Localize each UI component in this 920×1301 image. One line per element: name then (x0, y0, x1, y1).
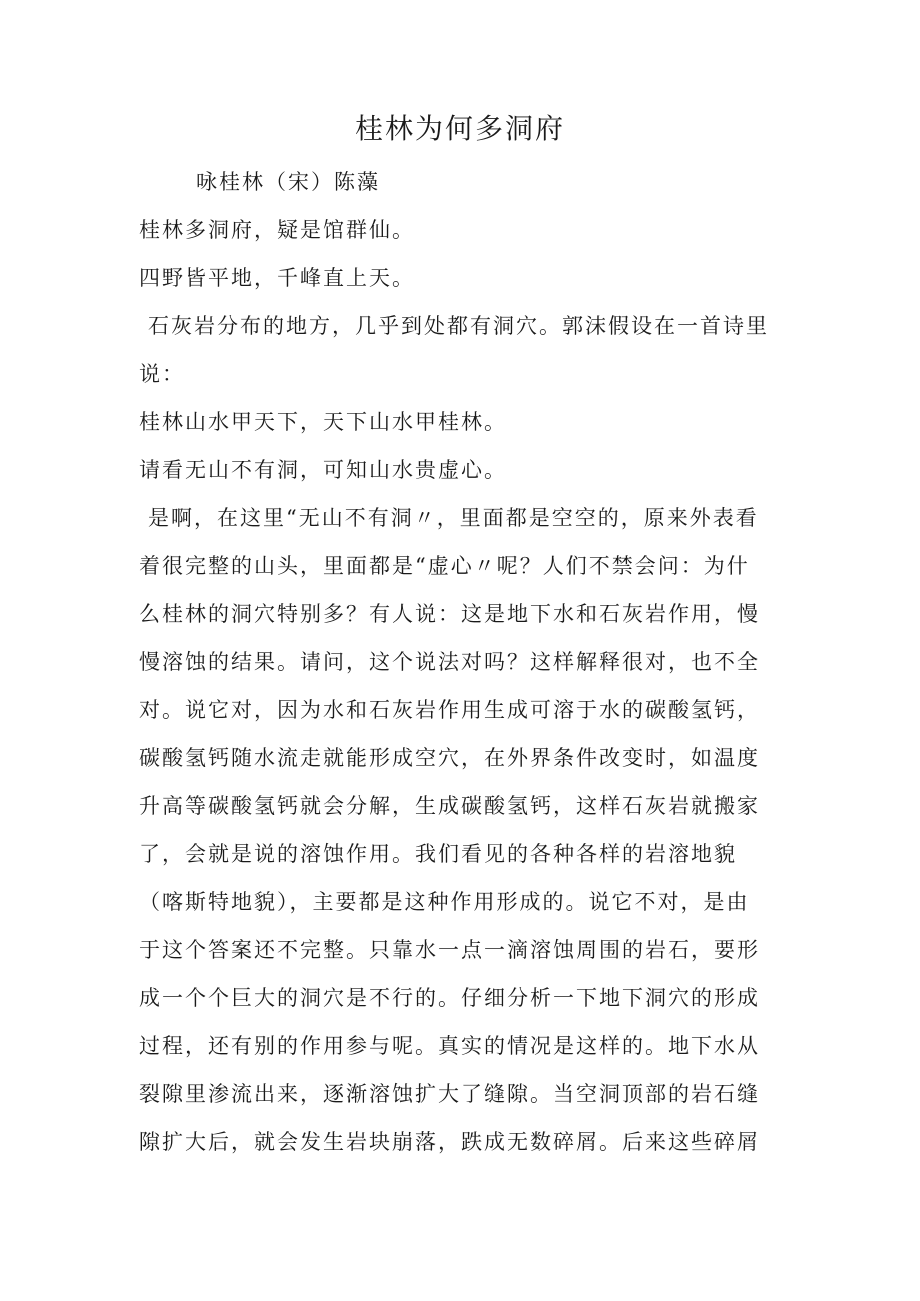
intro-line: 说： (139, 362, 185, 386)
poem-heading: 咏桂林（宋）陈藻 (196, 170, 380, 194)
poem2-line: 请看无山不有洞，可知山水贵虚心。 (139, 458, 507, 482)
body-line: 于这个答案还不完整。只靠水一点一滴溶蚀周围的岩石，要形 (139, 938, 760, 962)
poem1-line: 四野皆平地，千峰直上天。 (139, 266, 415, 290)
body-line: 成一个个巨大的洞穴是不行的。仔细分析一下地下洞穴的形成 (139, 986, 760, 1010)
body-line: 过程，还有别的作用参与呢。真实的情况是这样的。地下水从 (139, 1034, 760, 1058)
poem1-line: 桂林多洞府，疑是馆群仙。 (139, 218, 415, 242)
poem2-line: 桂林山水甲天下，天下山水甲桂林。 (139, 410, 507, 434)
body-line: 是啊，在这里“无山不有洞〃，里面都是空空的，原来外表看 (148, 506, 759, 530)
body-line: 裂隙里渗流出来，逐渐溶蚀扩大了缝隙。当空洞顶部的岩石缝 (139, 1082, 760, 1106)
body-line: 着很完整的山头，里面都是“虚心〃呢？人们不禁会问：为什 (139, 554, 750, 578)
intro-line: 石灰岩分布的地方，几乎到处都有洞穴。郭沫假设在一首诗里 (148, 314, 769, 338)
body-line: 对。说它对，因为水和石灰岩作用生成可溶于水的碳酸氢钙， (139, 698, 760, 722)
body-line: 么桂林的洞穴特别多？有人说：这是地下水和石灰岩作用，慢 (139, 602, 760, 626)
page-title: 桂林为何多洞府 (354, 112, 565, 145)
body-line: （喀斯特地貌），主要都是这种作用形成的。说它不对，是由 (139, 890, 750, 914)
body-line: 升高等碳酸氢钙就会分解，生成碳酸氢钙，这样石灰岩就搬家 (139, 794, 760, 818)
body-line: 碳酸氢钙随水流走就能形成空穴，在外界条件改变时，如温度 (139, 746, 760, 770)
body-line: 慢溶蚀的结果。请问，这个说法对吗？这样解释很对，也不全 (139, 650, 760, 674)
body-line: 了，会就是说的溶蚀作用。我们看见的各种各样的岩溶地貌 (139, 842, 737, 866)
body-line: 隙扩大后，就会发生岩块崩落，跌成无数碎屑。后来这些碎屑 (139, 1130, 760, 1154)
